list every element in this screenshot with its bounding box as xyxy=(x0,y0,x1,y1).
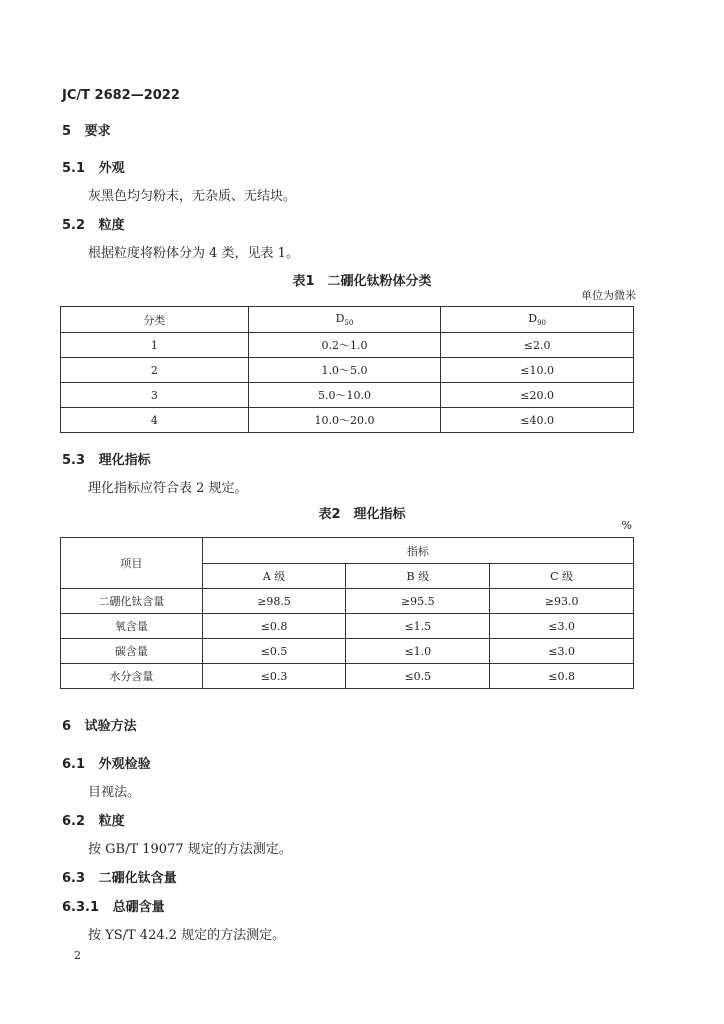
table-cell: ≤40.0 xyxy=(441,408,634,433)
table-header-cell: 分类 xyxy=(61,307,249,333)
section-number: 6 xyxy=(62,719,72,734)
table-cell: ≤0.8 xyxy=(202,614,346,639)
section-6-1-text: 目视法。 xyxy=(88,785,141,800)
table-row xyxy=(61,639,634,664)
table-header-cell: C 级 xyxy=(490,564,634,589)
table-cell: ≤10.0 xyxy=(441,358,634,383)
table-cell: 1.0～5.0 xyxy=(248,358,441,383)
table-cell: ≤3.0 xyxy=(490,614,634,639)
table-cell: ≤1.0 xyxy=(346,639,490,664)
section-number: 5.1 xyxy=(62,161,86,176)
table-row xyxy=(61,664,634,689)
table-cell: ≥98.5 xyxy=(202,589,346,614)
section-5-2-heading xyxy=(62,214,125,233)
section-title: 理化指标 xyxy=(98,453,151,468)
section-title: 外观 xyxy=(98,161,125,176)
table-cell: ≤20.0 xyxy=(441,383,634,408)
section-6-2-text: 按 GB/T 19077 规定的方法测定。 xyxy=(88,842,292,857)
section-6-3-1-text: 按 YS/T 424.2 规定的方法测定。 xyxy=(88,928,286,943)
section-number: 5 xyxy=(62,124,72,139)
table-cell: 5.0～10.0 xyxy=(248,383,441,408)
section-6-heading xyxy=(62,715,137,734)
table-row xyxy=(61,358,634,383)
table-row xyxy=(61,589,634,614)
table-header-cell: A 级 xyxy=(202,564,346,589)
table-cell: 氧含量 xyxy=(61,614,203,639)
table-cell: ≤0.5 xyxy=(346,664,490,689)
table-cell: 碳含量 xyxy=(61,639,203,664)
table-cell: ≤1.5 xyxy=(346,614,490,639)
table-header-cell: $D_{50}$ xyxy=(248,307,441,333)
section-number: 6.3.1 xyxy=(62,900,100,915)
table-cell: 10.0～20.0 xyxy=(248,408,441,433)
section-title: 试验方法 xyxy=(84,719,137,734)
section-5-1-heading xyxy=(62,157,125,176)
table-row xyxy=(61,408,634,433)
section-title: 要求 xyxy=(84,124,111,139)
table-cell: ≥93.0 xyxy=(490,589,634,614)
table-cell: 2 xyxy=(61,358,249,383)
section-6-3-1-heading xyxy=(62,896,165,915)
table-2 xyxy=(60,537,634,689)
page-number: 2 xyxy=(74,949,81,962)
table-row xyxy=(61,614,634,639)
section-5-3-heading xyxy=(62,449,151,468)
section-number: 5.3 xyxy=(62,453,86,468)
section-number: 6.2 xyxy=(62,814,86,829)
table-cell: ≤0.8 xyxy=(490,664,634,689)
section-6-3-heading xyxy=(62,867,177,886)
table-2-caption: 表2 理化指标 xyxy=(318,507,406,522)
table-header-cell: $D_{90}$ xyxy=(441,307,634,333)
table-header-cell: 指标 xyxy=(202,538,633,564)
table-cell: ≥95.5 xyxy=(346,589,490,614)
standard-code: JC/T 2682—2022 xyxy=(62,88,180,103)
table-row xyxy=(61,383,634,408)
table-1-caption: 表1 二硼化钛粉体分类 xyxy=(292,274,432,289)
section-title: 二硼化钛含量 xyxy=(98,871,177,886)
table-cell: 二硼化钛含量 xyxy=(61,589,203,614)
section-number: 6.1 xyxy=(62,757,86,772)
table-cell: ≤0.5 xyxy=(202,639,346,664)
section-title: 外观检验 xyxy=(98,757,151,772)
table-header-cell: 项目 xyxy=(61,538,203,589)
table-cell: ≤2.0 xyxy=(441,333,634,358)
section-6-1-heading xyxy=(62,753,151,772)
section-number: 6.3 xyxy=(62,871,86,886)
section-5-heading xyxy=(62,120,111,139)
table-1-unit: 单位为微米 xyxy=(581,289,636,302)
table-header-cell: B 级 xyxy=(346,564,490,589)
table-cell: 0.2～1.0 xyxy=(248,333,441,358)
table-cell: 1 xyxy=(61,333,249,358)
section-5-1-text: 灰黑色均匀粉末，无杂质、无结块。 xyxy=(88,189,297,204)
table-row xyxy=(61,333,634,358)
table-cell: ≤0.3 xyxy=(202,664,346,689)
section-5-2-text: 根据粒度将粉体分为 4 类，见表 1。 xyxy=(88,246,299,261)
section-6-2-heading xyxy=(62,810,125,829)
section-number: 5.2 xyxy=(62,218,86,233)
section-title: 粒度 xyxy=(98,814,125,829)
table-1 xyxy=(60,306,634,433)
section-title: 总硼含量 xyxy=(112,900,165,915)
table-2-unit: % xyxy=(621,519,632,532)
table-header-row xyxy=(61,538,634,564)
section-5-3-text: 理化指标应符合表 2 规定。 xyxy=(88,481,248,496)
table-cell: 3 xyxy=(61,383,249,408)
table-cell: 水分含量 xyxy=(61,664,203,689)
table-header-row xyxy=(61,307,634,333)
section-title: 粒度 xyxy=(98,218,125,233)
table-cell: ≤3.0 xyxy=(490,639,634,664)
table-cell: 4 xyxy=(61,408,249,433)
